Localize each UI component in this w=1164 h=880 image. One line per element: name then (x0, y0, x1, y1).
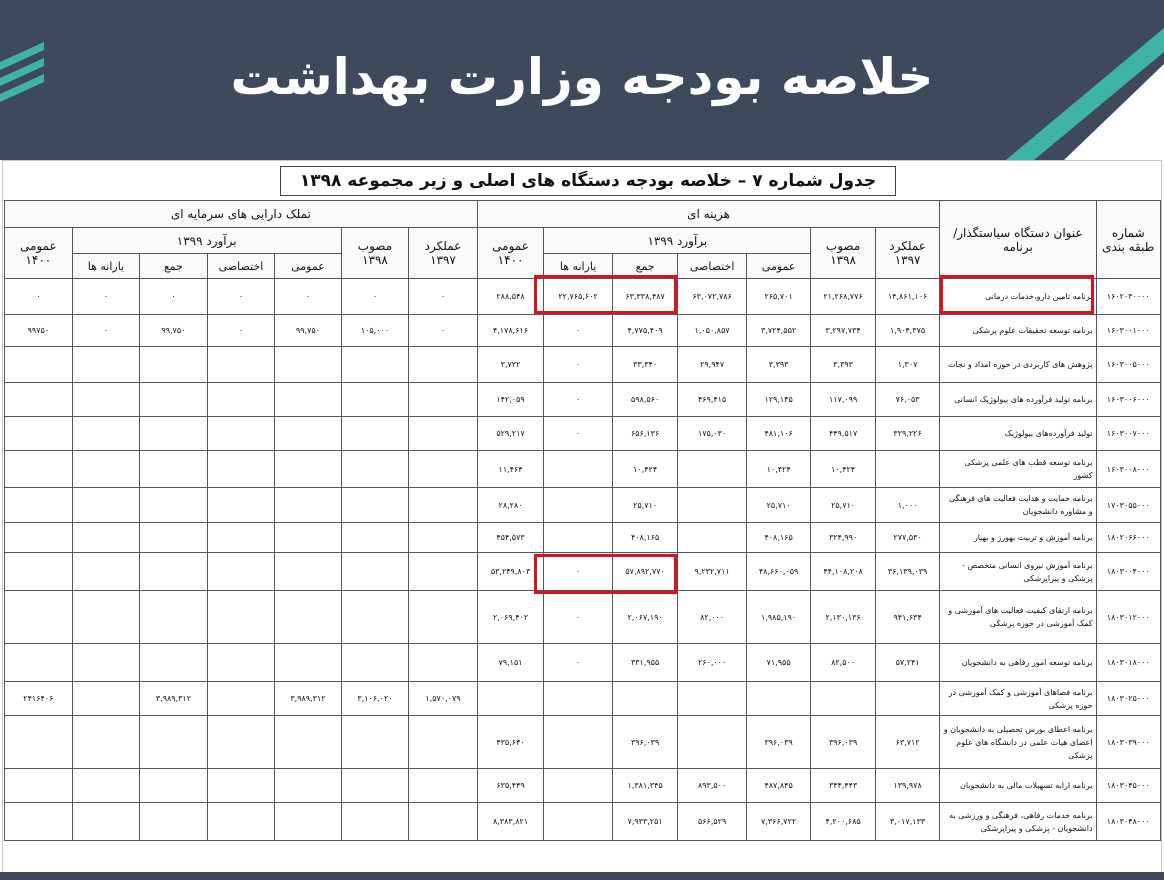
table-cell (207, 716, 275, 769)
table-cell: ۱۰۵,۰۰۰ (341, 315, 409, 347)
table-cell: ۰ (544, 553, 613, 591)
header-subsidy: یارانه ها (72, 254, 140, 279)
table-cell: ۱۰,۴۲۴ (612, 451, 678, 488)
table-cell (275, 417, 342, 451)
table-cell: برنامه فضاهای آموزشی و کمک آموزشی در حوزه پزشکی (940, 682, 1096, 716)
table-cell: ۲۲,۷۶۵,۶۰۲ (544, 279, 613, 315)
table-cell: ۵۹۸,۵۶۰ (612, 383, 678, 417)
table-cell: ۵۲۹,۲۱۷ (477, 417, 544, 451)
table-cell (544, 803, 613, 841)
table-cell (5, 488, 73, 523)
table-cell: ۳,۱۰۶,۰۲۰ (341, 682, 409, 716)
table-row (5, 451, 1161, 488)
table-cell: ۶۳,۳۳۸,۴۸۷ (612, 279, 678, 315)
table-cell (5, 347, 73, 383)
table-cell: ۴۵۴,۵۷۳ (477, 523, 544, 553)
table-cell: ۴۴,۱۰۸,۲۰۸ (811, 553, 875, 591)
table-cell: ۲,۱۳۰,۱۳۶ (811, 591, 875, 644)
table-cell (275, 488, 342, 523)
table-cell: ۱,۳۰۷ (875, 347, 939, 383)
table-cell (72, 347, 140, 383)
header-special: اختصاصی (207, 254, 275, 279)
table-cell: ۱۱۷,۰۹۹ (811, 383, 875, 417)
table-cell (544, 716, 613, 769)
table-cell (140, 488, 208, 523)
table-cell: ۳,۹۸۹,۳۱۲ (140, 682, 208, 716)
table-cell: ۲۵,۷۱۰ (811, 488, 875, 523)
table-cell (140, 451, 208, 488)
table-cell: ۱۴۲,۰۵۹ (477, 383, 544, 417)
table-cell: ۰ (5, 279, 73, 315)
table-caption: جدول شماره ۷ – خلاصه بودجه دستگاه های اصلی و زیر مجموعه ۱۳۹۸ (280, 166, 896, 196)
table-cell (72, 523, 140, 553)
table-row (5, 383, 1161, 417)
table-cell: ۳,۳۹۳ (746, 347, 810, 383)
table-cell (409, 644, 478, 682)
table-cell: ۳,۳۹۳ (811, 347, 875, 383)
table-cell: برنامه ارتقای کیفیت فعالیت های آموزشی و کمک آموزشی در حوزه پزشکی (940, 591, 1096, 644)
table-cell (409, 591, 478, 644)
table-row (5, 803, 1161, 841)
table-cell: ۱۷۰۳۰۵۵۰۰۰ (1096, 488, 1160, 523)
table-cell (140, 383, 208, 417)
table-cell (140, 553, 208, 591)
table-cell: ۰ (409, 279, 478, 315)
header-approved98: مصوب ۱۳۹۸ (341, 228, 409, 279)
table-cell: ۱,۹۸۵,۱۹۰ (746, 591, 810, 644)
table-cell (140, 644, 208, 682)
table-cell: ۳۶,۱۳۹,۰۳۹ (875, 553, 939, 591)
table-cell (875, 682, 939, 716)
table-cell (341, 347, 409, 383)
table-cell (341, 716, 409, 769)
table-row (5, 644, 1161, 682)
table-cell: ۰ (544, 644, 613, 682)
table-cell (409, 417, 478, 451)
header-estimate99: برآورد ۱۳۹۹ (544, 228, 811, 254)
table-cell: ۳۴۴,۴۴۳ (811, 769, 875, 803)
table-cell (275, 644, 342, 682)
table-cell: ۱۶۰۲۰۳۰۰۰۰ (1096, 279, 1160, 315)
table-cell (275, 523, 342, 553)
table-cell: ۱۴,۸۶۱,۱۰۶ (875, 279, 939, 315)
table-row (5, 315, 1161, 347)
table-cell: ۲۸,۲۸۰ (477, 488, 544, 523)
table-cell: ۱۱,۴۶۴ (477, 451, 544, 488)
table-cell (72, 803, 140, 841)
table-cell: ۴۰۸,۱۶۵ (612, 523, 678, 553)
table-cell: ۳۹۶,۰۳۹ (811, 716, 875, 769)
table-cell: ۰ (275, 279, 342, 315)
table-cell: ۳۹۶,۰۳۹ (612, 716, 678, 769)
table-cell: ۲۷۷,۵۳۰ (875, 523, 939, 553)
table-cell (5, 553, 73, 591)
table-cell: ۲,۰۶۷,۱۹۰ (612, 591, 678, 644)
table-row (5, 769, 1161, 803)
page-title: خلاصه بودجه وزارت بهداشت (230, 48, 934, 106)
table-cell (341, 451, 409, 488)
table-cell (341, 417, 409, 451)
table-cell (746, 682, 810, 716)
table-cell (140, 347, 208, 383)
table-cell (544, 451, 613, 488)
table-cell (207, 383, 275, 417)
table-cell: ۲۸۸,۵۴۸ (477, 279, 544, 315)
table-row (5, 488, 1161, 523)
table-cell (544, 523, 613, 553)
table-cell: ۱۰,۴۲۴ (811, 451, 875, 488)
table-cell: ۱۸۰۳۰۳۹۰۰۰ (1096, 716, 1160, 769)
table-cell (5, 383, 73, 417)
table-cell (275, 451, 342, 488)
table-cell: ۱,۵۷۰,۰۷۹ (409, 682, 478, 716)
table-cell: ۹۹۷۵۰ (5, 315, 73, 347)
header-actual97: عملکرد ۱۳۹۷ (409, 228, 478, 279)
table-cell: ۵۶۶,۵۲۹ (678, 803, 747, 841)
header-title: عنوان دستگاه سیاستگذار/برنامه (940, 201, 1096, 279)
table-cell (409, 488, 478, 523)
header-approved98: مصوب ۱۳۹۸ (811, 228, 875, 279)
table-cell: ۷,۳۶۶,۷۲۲ (746, 803, 810, 841)
table-cell: برنامه آموزش نیروی انسانی متخصص - پزشکی و پیراپزشکی (940, 553, 1096, 591)
table-row (5, 523, 1161, 553)
header-public: عمومی (275, 254, 342, 279)
table-cell (275, 716, 342, 769)
table-cell (72, 417, 140, 451)
table-cell: پژوهش های کاربردی در حوزه امداد و نجات (940, 347, 1096, 383)
table-cell: ۷,۹۳۳,۲۵۱ (612, 803, 678, 841)
table-cell: ۷۹,۱۵۱ (477, 644, 544, 682)
table-cell: ۲۴۱۶۴۰۶ (5, 682, 73, 716)
table-cell (207, 417, 275, 451)
header-subsidy: یارانه ها (544, 254, 613, 279)
table-cell: ۵۷,۸۹۲,۷۷۰ (612, 553, 678, 591)
table-cell: ۳,۲۹۷,۷۳۴ (811, 315, 875, 347)
table-cell (409, 451, 478, 488)
table-cell: ۴۴۹,۵۱۷ (811, 417, 875, 451)
table-cell: ۰ (409, 315, 478, 347)
table-cell (544, 682, 613, 716)
table-cell (409, 769, 478, 803)
table-cell (207, 451, 275, 488)
table-cell (409, 347, 478, 383)
table-cell: ۱۷۵,۰۳۰ (678, 417, 747, 451)
table-cell: ۹۹,۷۵۰ (140, 315, 208, 347)
table-cell: ۸۲,۰۰۰ (678, 591, 747, 644)
table-row (5, 682, 1161, 716)
table-row (5, 553, 1161, 591)
table-row (5, 279, 1161, 315)
table-cell: ۹,۲۳۲,۷۱۱ (678, 553, 747, 591)
table-cell: برنامه توسعه قطب های علمی پزشکی کشور (940, 451, 1096, 488)
table-cell (275, 383, 342, 417)
table-cell: ۳۹۶,۰۳۹ (746, 716, 810, 769)
table-cell: ۴۸۷,۸۴۵ (746, 769, 810, 803)
table-cell (678, 451, 747, 488)
table-cell: ۲,۰۶۹,۴۰۲ (477, 591, 544, 644)
table-cell: ۰ (544, 347, 613, 383)
table-cell: ۳,۷۲۴,۵۵۲ (746, 315, 810, 347)
table-cell (140, 716, 208, 769)
table-cell (409, 553, 478, 591)
table-cell: ۵۳,۲۴۹,۸۰۳ (477, 553, 544, 591)
table-cell (140, 417, 208, 451)
table-cell (409, 383, 478, 417)
table-cell (72, 716, 140, 769)
table-cell: ۲۶۰,۰۰۰ (678, 644, 747, 682)
table-cell (341, 803, 409, 841)
table-cell: ۰ (207, 279, 275, 315)
table-cell: ۰ (544, 591, 613, 644)
table-cell (5, 417, 73, 451)
table-cell (207, 591, 275, 644)
table-cell: ۳۳۱,۹۵۵ (612, 644, 678, 682)
table-cell: ۱۸۰۳۰۴۵۰۰۰ (1096, 769, 1160, 803)
header-estimate99: برآورد ۱۳۹۹ (72, 228, 341, 254)
header-expense: هزینه ای (477, 201, 940, 228)
budget-table-body (5, 279, 1161, 841)
budget-table (4, 200, 1161, 841)
table-cell (409, 716, 478, 769)
table-cell (875, 451, 939, 488)
table-cell (5, 644, 73, 682)
table-cell: ۳,۹۸۹,۳۱۲ (275, 682, 342, 716)
table-cell: ۱۰,۴۲۴ (746, 451, 810, 488)
table-cell (207, 488, 275, 523)
table-cell (678, 716, 747, 769)
header-actual97: عملکرد ۱۳۹۷ (875, 228, 939, 279)
header-total: جمع (612, 254, 678, 279)
table-cell: برنامه خدمات رفاهی، فرهنگی و ورزشی به دانشجویان - پزشکی و پیراپزشکی (940, 803, 1096, 841)
table-cell: ۱۸۰۳۰۱۸۰۰۰ (1096, 644, 1160, 682)
table-cell: ۷۱,۹۵۵ (746, 644, 810, 682)
table-cell (341, 644, 409, 682)
table-row (5, 716, 1161, 769)
table-cell: ۱,۹۰۴,۳۷۵ (875, 315, 939, 347)
table-cell (678, 682, 747, 716)
table-cell (341, 523, 409, 553)
table-cell (341, 553, 409, 591)
table-cell: ۲۹,۹۴۷ (678, 347, 747, 383)
table-cell: ۱,۰۰۰ (875, 488, 939, 523)
table-cell: ۶۳,۷۱۲ (875, 716, 939, 769)
table-cell (275, 591, 342, 644)
header-public1400: عمومی ۱۴۰۰ (5, 228, 73, 279)
table-cell (409, 803, 478, 841)
header-public1400: عمومی ۱۴۰۰ (477, 228, 544, 279)
table-cell: برنامه تامین دارو،خدمات درمانی (940, 279, 1096, 315)
table-cell: ۰ (544, 383, 613, 417)
header-banner (0, 0, 1164, 160)
table-cell: برنامه آموزش و تربیت بهورز و بهیار (940, 523, 1096, 553)
table-cell: ۱۸۰۳۰۴۸۰۰۰ (1096, 803, 1160, 841)
footer-bar (0, 872, 1164, 880)
table-cell: برنامه اعطای بورس تحصیلی به دانشجویان و اعضای هیات علمی در دانشگاه های علوم پزشکی (940, 716, 1096, 769)
table-cell: ۴۸,۶۶۰,۰۵۹ (746, 553, 810, 591)
table-cell: ۲۱,۲۶۸,۷۷۶ (811, 279, 875, 315)
table-cell (5, 803, 73, 841)
table-cell: ۰ (207, 315, 275, 347)
table-cell (275, 803, 342, 841)
table-cell (409, 523, 478, 553)
table-cell (341, 769, 409, 803)
table-cell (5, 716, 73, 769)
table-cell: ۰ (140, 279, 208, 315)
table-cell: ۰ (72, 315, 140, 347)
table-cell (275, 553, 342, 591)
header-total: جمع (140, 254, 208, 279)
table-cell (207, 644, 275, 682)
table-cell: ۱,۳۸۱,۳۴۵ (612, 769, 678, 803)
table-cell (5, 769, 73, 803)
table-cell (72, 644, 140, 682)
table-cell (612, 682, 678, 716)
table-cell: ۳۳,۳۴۰ (612, 347, 678, 383)
table-cell: ۱۶۰۳۰۰۷۰۰۰ (1096, 417, 1160, 451)
table-cell: ۴,۲۰۰,۶۸۵ (811, 803, 875, 841)
table-cell (72, 682, 140, 716)
table-cell (207, 523, 275, 553)
table-cell: ۱۸۰۳۰۲۵۰۰۰ (1096, 682, 1160, 716)
table-cell: ۳,۰۱۷,۱۳۳ (875, 803, 939, 841)
table-cell: ۴۳۵,۶۴۰ (477, 716, 544, 769)
table-cell (678, 488, 747, 523)
table-cell (341, 591, 409, 644)
table-cell: ۷۶,۰۵۳ (875, 383, 939, 417)
table-cell: برنامه تولید فرآورده های بیولوژیک انسانی (940, 383, 1096, 417)
table-cell: ۰ (544, 417, 613, 451)
table-cell (207, 769, 275, 803)
table-cell: تولید فرآورده‌های بیولوژیک (940, 417, 1096, 451)
table-cell: ۶۵۶,۱۳۶ (612, 417, 678, 451)
table-cell (72, 488, 140, 523)
table-cell: ۰ (341, 279, 409, 315)
table-row (5, 417, 1161, 451)
table-row (5, 591, 1161, 644)
table-cell: ۲۵,۷۱۰ (612, 488, 678, 523)
table-cell (140, 523, 208, 553)
table-cell (5, 591, 73, 644)
table-cell (140, 769, 208, 803)
table-cell (72, 769, 140, 803)
table-cell: ۴,۱۷۸,۶۱۶ (477, 315, 544, 347)
table-cell (207, 682, 275, 716)
table-cell (72, 383, 140, 417)
table-cell: ۶۳,۰۷۲,۷۸۶ (678, 279, 747, 315)
table-cell: ۳,۷۳۲ (477, 347, 544, 383)
table-cell (341, 488, 409, 523)
table-cell: ۱۸۰۳۰۱۲۰۰۰ (1096, 591, 1160, 644)
table-cell: ۴۰۸,۱۶۵ (746, 523, 810, 553)
table-cell: برنامه توسعه تحقیقات علوم پزشکی (940, 315, 1096, 347)
table-cell: برنامه ارایه تسهیلات مالی به دانشجویان (940, 769, 1096, 803)
table-cell: ۱۸۰۲۰۶۶۰۰۰ (1096, 523, 1160, 553)
table-cell (275, 769, 342, 803)
table-cell (72, 553, 140, 591)
table-cell: ۱۶۰۳۰۰۸۰۰۰ (1096, 451, 1160, 488)
header-code: شماره طبقه بندی (1096, 201, 1160, 279)
header-special: اختصاصی (678, 254, 747, 279)
header-capital: تملک دارایی های سرمایه ای (5, 201, 478, 228)
table-cell (275, 347, 342, 383)
table-cell (207, 347, 275, 383)
table-cell: ۳۲۴,۹۹۰ (811, 523, 875, 553)
table-cell: ۲۶۵,۷۰۱ (746, 279, 810, 315)
table-cell: ۹۹,۷۵۰ (275, 315, 342, 347)
table-cell (811, 682, 875, 716)
table-cell: ۱۸۰۳۰۰۴۰۰۰ (1096, 553, 1160, 591)
table-cell: برنامه حمایت و هدایت فعالیت های فرهنگی و مشاوره دانشجویان (940, 488, 1096, 523)
table-cell: ۹۴۱,۶۳۴ (875, 591, 939, 644)
table-cell: ۱,۰۵۰,۸۵۷ (678, 315, 747, 347)
table-cell: ۱۶۰۳۰۰۱۰۰۰ (1096, 315, 1160, 347)
header-public: عمومی (746, 254, 810, 279)
table-cell: ۱۳۹,۹۷۸ (875, 769, 939, 803)
table-cell: ۳۲۹,۲۲۶ (875, 417, 939, 451)
table-cell (477, 682, 544, 716)
table-cell: ۶۳۵,۴۴۹ (477, 769, 544, 803)
table-cell (207, 803, 275, 841)
table-cell: ۴۶۹,۴۱۵ (678, 383, 747, 417)
table-cell (341, 383, 409, 417)
table-cell: ۴۸۱,۱۰۶ (746, 417, 810, 451)
table-cell (72, 591, 140, 644)
table-cell (140, 591, 208, 644)
table-cell (5, 451, 73, 488)
table-cell: ۲۵,۷۱۰ (746, 488, 810, 523)
table-cell: ۴,۷۷۵,۴۰۹ (612, 315, 678, 347)
table-cell: ۱۶۰۳۰۰۶۰۰۰ (1096, 383, 1160, 417)
table-row (5, 347, 1161, 383)
table-cell (140, 803, 208, 841)
table-cell (544, 488, 613, 523)
table-cell (72, 451, 140, 488)
table-cell: ۵۷,۲۴۱ (875, 644, 939, 682)
table-cell: ۱۲۹,۱۴۵ (746, 383, 810, 417)
table-cell: ۸,۳۸۳,۸۲۱ (477, 803, 544, 841)
table-cell (207, 553, 275, 591)
table-cell: ۱۶۰۳۰۰۵۰۰۰ (1096, 347, 1160, 383)
table-cell (544, 769, 613, 803)
table-cell: ۰ (72, 279, 140, 315)
table-cell: ۸۲,۵۰۰ (811, 644, 875, 682)
table-cell (678, 523, 747, 553)
table-cell: ۰ (544, 315, 613, 347)
table-cell (5, 523, 73, 553)
table-cell: ۸۹۳,۵۰۰ (678, 769, 747, 803)
table-cell: برنامه توسعه امور رفاهی به دانشجویان (940, 644, 1096, 682)
